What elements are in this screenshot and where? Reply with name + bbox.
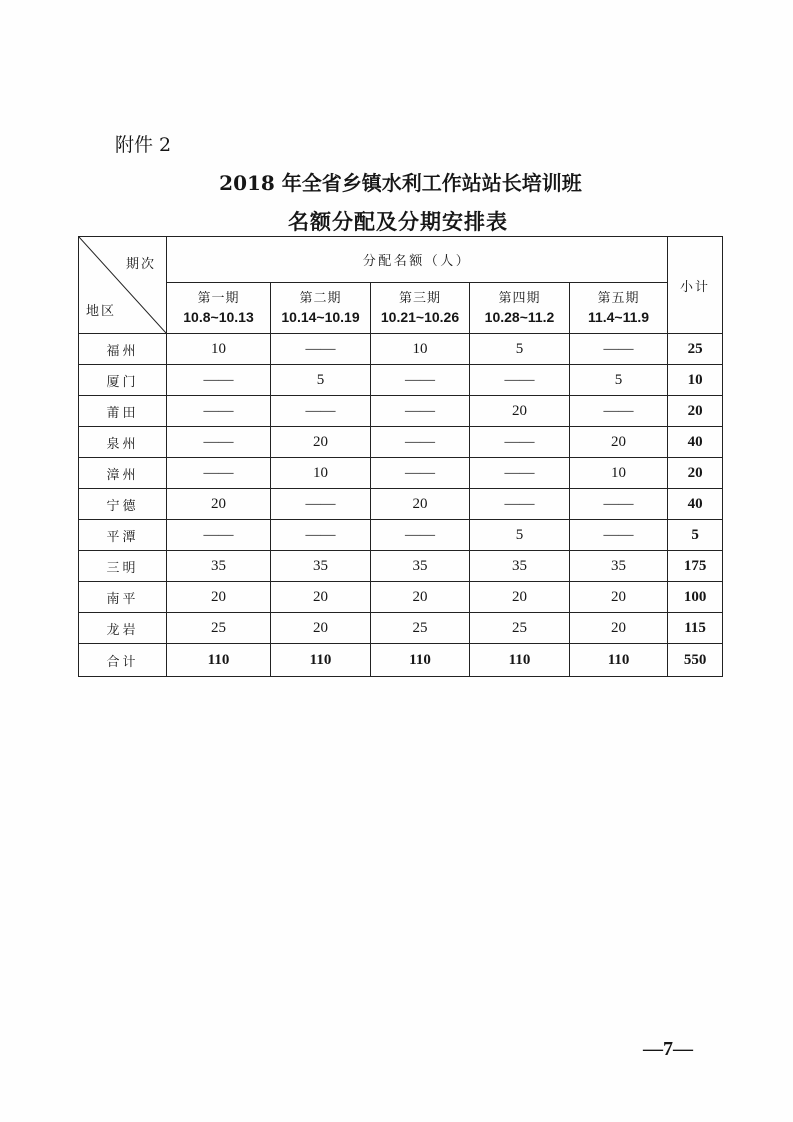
quota-cell: —— bbox=[371, 396, 470, 427]
quota-cell: 20 bbox=[371, 582, 470, 613]
quota-cell: 5 bbox=[271, 365, 371, 396]
quota-cell: 5 bbox=[470, 520, 570, 551]
quota-cell: 5 bbox=[570, 365, 668, 396]
subtotal-cell: 5 bbox=[668, 520, 723, 551]
quota-cell: 35 bbox=[570, 551, 668, 582]
period-dates: 10.21~10.26 bbox=[380, 309, 460, 325]
quota-cell: 20 bbox=[271, 582, 371, 613]
corner-period-label: 期次 bbox=[125, 257, 156, 272]
subtotal-cell: 20 bbox=[668, 396, 723, 427]
region-cell: 莆田 bbox=[79, 396, 167, 427]
region-cell: 三明 bbox=[79, 551, 167, 582]
period-dates: 10.28~11.2 bbox=[484, 309, 555, 325]
quota-cell: —— bbox=[371, 427, 470, 458]
subtotal-cell: 100 bbox=[668, 582, 723, 613]
quota-cell: 20 bbox=[570, 582, 668, 613]
total-label-cell: 合计 bbox=[79, 644, 167, 677]
quota-cell: —— bbox=[371, 458, 470, 489]
region-cell: 宁德 bbox=[79, 489, 167, 520]
subtotal-cell: 40 bbox=[668, 427, 723, 458]
title-line-2: 名额分配及分期安排表 bbox=[288, 209, 508, 234]
quota-cell: —— bbox=[167, 458, 271, 489]
title-line-1: 2018 年全省乡镇水利工作站站长培训班 bbox=[219, 171, 582, 195]
quota-cell: 20 bbox=[470, 396, 570, 427]
table-row bbox=[79, 334, 723, 365]
period-dates: 11.4~11.9 bbox=[587, 309, 650, 325]
quota-cell: —— bbox=[470, 489, 570, 520]
period-header-5 bbox=[570, 283, 668, 334]
period-name: 第三期 bbox=[398, 291, 441, 306]
quota-cell: 35 bbox=[271, 551, 371, 582]
period-dates: 10.8~10.13 bbox=[183, 309, 254, 325]
quota-cell: —— bbox=[271, 489, 371, 520]
total-quota-cell: 110 bbox=[470, 644, 570, 677]
corner-header-cell bbox=[79, 237, 167, 334]
quota-cell: 20 bbox=[570, 613, 668, 644]
quota-cell: —— bbox=[167, 520, 271, 551]
table-row bbox=[79, 613, 723, 644]
quota-cell: 10 bbox=[570, 458, 668, 489]
total-quota-cell: 110 bbox=[570, 644, 668, 677]
quota-cell: 10 bbox=[167, 334, 271, 365]
quota-cell: 10 bbox=[371, 334, 470, 365]
quota-cell: —— bbox=[167, 427, 271, 458]
quota-cell: 20 bbox=[470, 582, 570, 613]
quota-group-header: 分配名额（人） bbox=[167, 237, 668, 283]
quota-cell: —— bbox=[271, 396, 371, 427]
header-row-1 bbox=[79, 237, 723, 283]
grand-total-cell: 550 bbox=[668, 644, 723, 677]
header-row-2 bbox=[79, 283, 723, 334]
region-cell: 南平 bbox=[79, 582, 167, 613]
subtotal-cell: 40 bbox=[668, 489, 723, 520]
quota-cell: —— bbox=[371, 365, 470, 396]
quota-cell: —— bbox=[470, 458, 570, 489]
quota-cell: —— bbox=[570, 334, 668, 365]
quota-cell: 20 bbox=[371, 489, 470, 520]
subtotal-cell: 10 bbox=[668, 365, 723, 396]
total-quota-cell: 110 bbox=[271, 644, 371, 677]
quota-cell: 10 bbox=[271, 458, 371, 489]
period-name: 第一期 bbox=[197, 291, 240, 306]
quota-cell: —— bbox=[167, 365, 271, 396]
region-cell: 龙岩 bbox=[79, 613, 167, 644]
table-row bbox=[79, 427, 723, 458]
region-cell: 厦门 bbox=[79, 365, 167, 396]
table-row bbox=[79, 489, 723, 520]
quota-cell: —— bbox=[570, 520, 668, 551]
quota-cell: —— bbox=[371, 520, 470, 551]
quota-cell: 25 bbox=[371, 613, 470, 644]
table-row bbox=[79, 582, 723, 613]
period-name: 第二期 bbox=[299, 291, 342, 306]
quota-cell: 5 bbox=[470, 334, 570, 365]
subtotal-cell: 20 bbox=[668, 458, 723, 489]
period-header-1 bbox=[167, 283, 271, 334]
region-cell: 漳州 bbox=[79, 458, 167, 489]
quota-cell: 20 bbox=[167, 582, 271, 613]
quota-cell: 20 bbox=[271, 613, 371, 644]
period-header-2 bbox=[271, 283, 371, 334]
period-dates: 10.14~10.19 bbox=[281, 309, 360, 325]
quota-cell: —— bbox=[470, 365, 570, 396]
table-row bbox=[79, 458, 723, 489]
quota-cell: —— bbox=[271, 334, 371, 365]
quota-cell: 20 bbox=[570, 427, 668, 458]
total-row bbox=[79, 644, 723, 677]
quota-cell: 35 bbox=[167, 551, 271, 582]
quota-cell: —— bbox=[570, 396, 668, 427]
subtotal-cell: 175 bbox=[668, 551, 723, 582]
quota-cell: 35 bbox=[371, 551, 470, 582]
region-cell: 福州 bbox=[79, 334, 167, 365]
subtotal-cell: 25 bbox=[668, 334, 723, 365]
quota-cell: 35 bbox=[470, 551, 570, 582]
period-name: 第四期 bbox=[498, 291, 541, 306]
quota-cell: 25 bbox=[167, 613, 271, 644]
quota-cell: —— bbox=[470, 427, 570, 458]
total-quota-cell: 110 bbox=[371, 644, 470, 677]
quota-cell: 25 bbox=[470, 613, 570, 644]
period-header-3 bbox=[371, 283, 470, 334]
quota-cell: —— bbox=[271, 520, 371, 551]
period-header-4 bbox=[470, 283, 570, 334]
table-row bbox=[79, 551, 723, 582]
quota-cell: —— bbox=[570, 489, 668, 520]
corner-region-label: 地区 bbox=[86, 304, 117, 319]
table-row bbox=[79, 520, 723, 551]
total-quota-cell: 110 bbox=[167, 644, 271, 677]
quota-schedule-table bbox=[78, 236, 723, 677]
table-row bbox=[79, 396, 723, 427]
page-number: —7— bbox=[643, 1038, 693, 1060]
quota-cell: 20 bbox=[271, 427, 371, 458]
quota-cell: —— bbox=[167, 396, 271, 427]
table-row bbox=[79, 365, 723, 396]
quota-cell: 20 bbox=[167, 489, 271, 520]
region-cell: 泉州 bbox=[79, 427, 167, 458]
subtotal-header: 小计 bbox=[668, 237, 723, 334]
subtotal-cell: 115 bbox=[668, 613, 723, 644]
period-name: 第五期 bbox=[597, 291, 640, 306]
region-cell: 平潭 bbox=[79, 520, 167, 551]
attachment-label: 附件 2 bbox=[115, 134, 172, 156]
